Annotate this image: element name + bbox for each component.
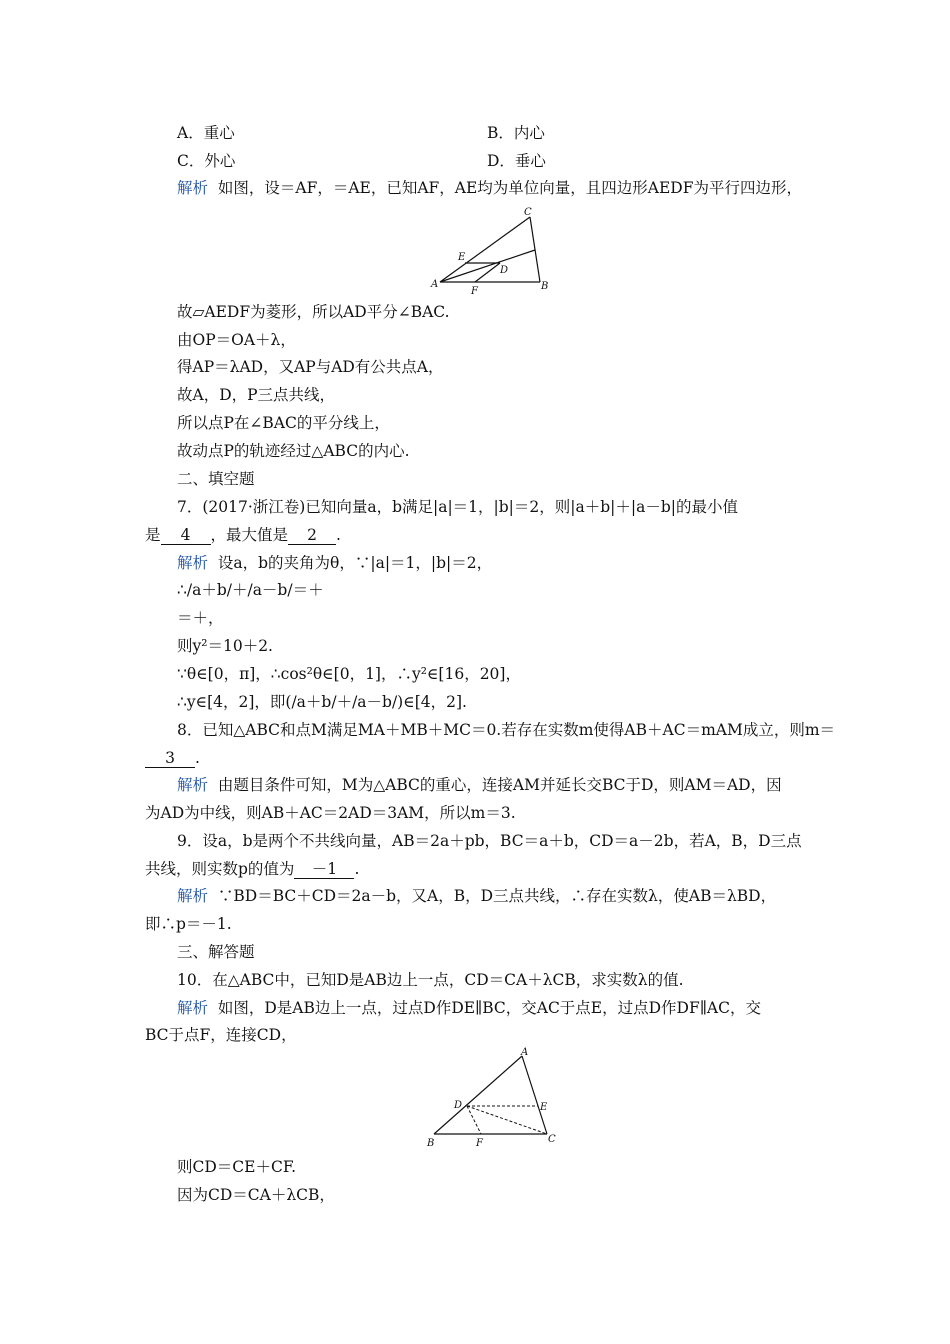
fig2-label-a: A (521, 1047, 529, 1058)
figure-rhombus (430, 205, 555, 295)
q9-stem-2: 共线，则实数p的值为 －1 . (145, 860, 360, 878)
analysis-label: 解析 (177, 999, 209, 1017)
q6-analysis: 解析 如图，设＝AF，＝AE，已知AF，AE均为单位向量，且四边形AEDF为平行四边形， (177, 179, 802, 197)
q9-answer: －1 (294, 860, 354, 879)
fig2-label-b: B (427, 1138, 435, 1149)
q8-analysis: 解析 由题目条件可知，M为△ABC的重心，连接AM并延长交BC于D，则AM＝AD，因 (177, 776, 782, 794)
section-fill-in: 二、填空题 (177, 470, 255, 488)
q7-line-1: ∴/a＋b/＋/a－b/＝＋ (177, 581, 324, 599)
fig1-label-e: E (458, 252, 466, 263)
analysis-label: 解析 (177, 887, 209, 905)
q9-analysis-2: 即∴p＝－1. (145, 915, 232, 933)
option-a: A．重心 (177, 124, 235, 142)
figure-triangle (424, 1046, 564, 1154)
q10-analysis: 解析 如图，D是AB边上一点，过点D作DE∥BC，交AC于点E，过点D作DF∥AC，交 (177, 999, 761, 1017)
q10-analysis-2: BC于点F，连接CD， (145, 1026, 297, 1044)
q7-analysis: 解析 设a，b的夹角为θ，∵|a|＝1，|b|＝2， (177, 554, 493, 572)
q6-line-2: 由OP＝OA＋λ， (177, 331, 296, 349)
q7-line-5: ∴y∈[4，2]，即(/a＋b/＋/a－b/)∈[4，2]. (177, 693, 467, 711)
q10-stem: 10．在△ABC中，已知D是AB边上一点，CD＝CA＋λCB，求实数λ的值. (177, 971, 684, 989)
q7-line-4: ∵θ∈[0，π]，∴cos²θ∈[0，1]，∴y²∈[16，20]， (177, 665, 521, 683)
q10-line-1: 则CD＝CE＋CF. (177, 1158, 297, 1176)
q7-stem-2: 是 4 ，最大值是 2 . (145, 526, 341, 544)
q7-min-answer: 4 (161, 526, 211, 545)
q10-line-2: 因为CD＝CA＋λCB， (177, 1186, 335, 1204)
q7-line-2: ＝＋， (177, 609, 224, 627)
fig2-label-f: F (476, 1138, 483, 1149)
q9-stem: 9．设a，b是两个不共线向量，AB＝2a＋pb，BC＝a＋b，CD＝a－2b，若A，B，D三点 (177, 832, 802, 850)
option-c: C．外心 (177, 152, 236, 170)
q6-line-6: 故动点P的轨迹经过△ABC的内心. (177, 442, 410, 460)
q7-max-answer: 2 (288, 526, 336, 545)
q9-analysis: 解析 ∵BD＝BC＋CD＝2a－b，又A，B，D三点共线，∴存在实数λ，使AB＝λBD， (177, 887, 777, 905)
q8-answer: 3 (145, 749, 195, 768)
analysis-label: 解析 (177, 554, 209, 572)
option-d: D．垂心 (487, 152, 546, 170)
fig1-label-f: F (471, 286, 478, 297)
q8-stem-2: 3 . (145, 748, 200, 768)
q8-stem: 8．已知△ABC和点M满足MA＋MB＋MC＝0.若存在实数m使得AB＋AC＝mAM成立，则m＝ (177, 721, 836, 739)
q7-line-3: 则y²＝10＋2. (177, 637, 273, 655)
fig2-label-e: E (540, 1102, 548, 1113)
q6-line-3: 得AP＝λAD，又AP与AD有公共点A， (177, 358, 444, 376)
fig1-label-c: C (524, 207, 532, 218)
q6-line-4: 故A，D，P三点共线， (177, 386, 336, 404)
option-b: B．内心 (487, 124, 545, 142)
analysis-label: 解析 (177, 179, 209, 197)
q6-line-5: 所以点P在∠BAC的平分线上， (177, 414, 390, 432)
fig2-label-c: C (548, 1134, 556, 1145)
fig1-label-a: A (431, 279, 439, 290)
fig2-label-d: D (454, 1100, 463, 1111)
q6-line-1: 故▱AEDF为菱形，所以AD平分∠BAC. (177, 303, 450, 321)
fig1-label-b: B (541, 281, 549, 292)
q8-analysis-2: 为AD为中线，则AB＋AC＝2AD＝3AM，所以m＝3. (145, 804, 516, 822)
q7-stem: 7．(2017·浙江卷)已知向量a，b满足|a|＝1，|b|＝2，则|a＋b|＋|a－b|的最小值 (177, 498, 738, 516)
section-solutions: 三、解答题 (177, 943, 255, 961)
fig1-label-d: D (500, 265, 509, 276)
analysis-label: 解析 (177, 776, 209, 794)
